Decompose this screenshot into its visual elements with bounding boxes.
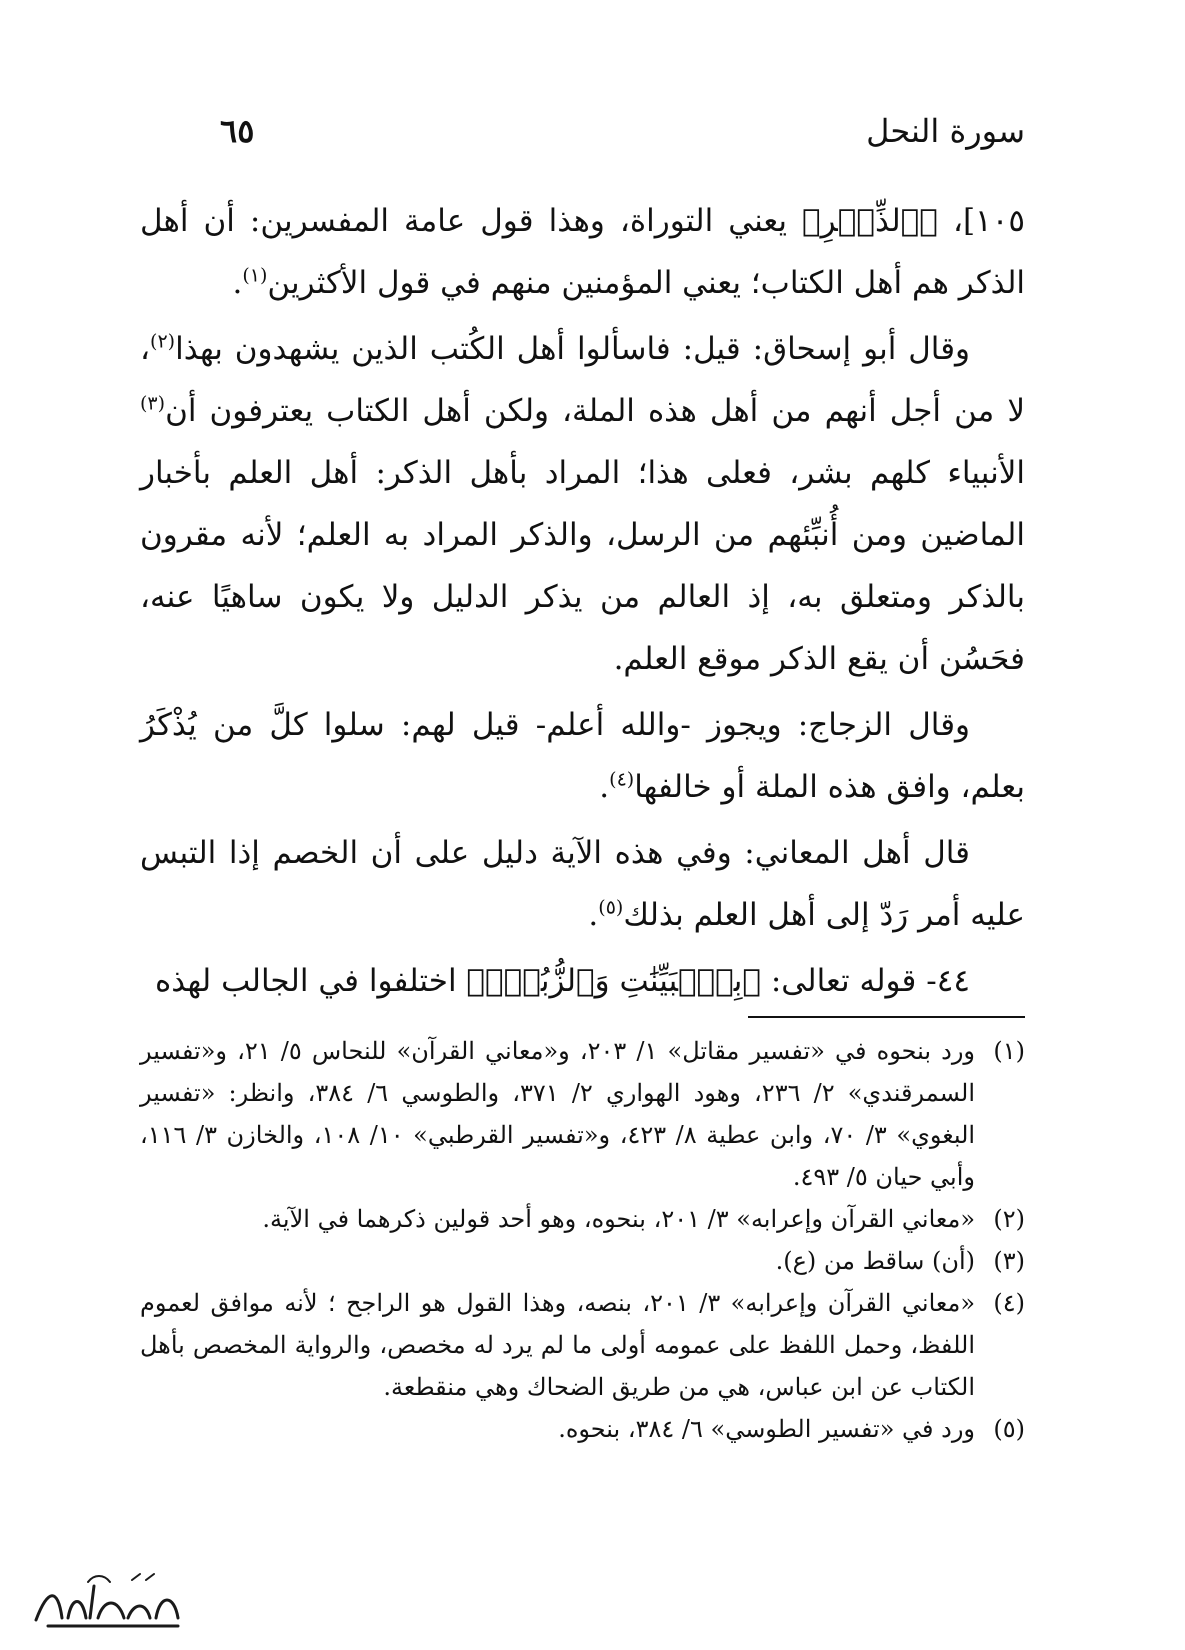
footnote-text: ورد بنحوه في «تفسير مقاتل» ١/ ٢٠٣، و«معاني القرآن» للنحاس ٥/ ٢١، و«تفسير السمرقندي» ٢/ ٢٣٦، وهود الهواري ٢/ ٣٧١، والطوسي ٦/ ٣٨٤، وانظر: «تفسير البغوي» ٣/ ٧٠، وابن عطية ٨/ ٤٢٣، و«تفسير القرطبي» ١٠/ ١٠٨، والخازن ٣/ ١١٦، وأبي حيان ٥/ ٤٩٣. [140,1037,976,1191]
footnote-ref-5: (٥) [598,896,624,919]
surah-title: سورة النحل [866,112,1025,150]
footnote-number: (٢) [993,1205,1025,1233]
paragraph-2-end: الأنبياء كلهم بشر، فعلى هذا؛ المراد بأهل الذكر: أهل العلم بأخبار الماضين ومن أُنبِّئهم من الرسل، والذكر المراد به العلم؛ لأنه مقرون بالذكر ومتعلق به، إذ العالم من يذكر الدليل ولا يكون ساهيًا عنه، فحَسُن أن يقع الذكر موقع العلم. [140,455,1026,677]
footnote-number: (٥) [993,1415,1025,1443]
footnotes [140,1030,1025,1450]
paragraph-1-end: . [232,265,243,301]
paragraph-1-text: ١٠٥]، ﴿ٱلذِّكۡرِ﴾ يعني التوراة، وهذا قول عامة المفسرين: أن أهل الذكر هم أهل الكتاب؛ يعني المؤمنين منهم في قول الأكثرين [140,203,1025,301]
footnote-2 [140,1198,1025,1240]
paragraph-4-end: . [588,897,599,933]
footnote-text: ورد في «تفسير الطوسي» ٦/ ٣٨٤، بنحوه. [558,1415,975,1443]
paragraph-5-end: اختلفوا في الجالب لهذه [154,963,467,999]
main-text [140,190,1025,1016]
footnote-text: (أن) ساقط من (ع). [775,1247,975,1275]
footnote-number: (٤) [993,1289,1025,1317]
paragraph-3-end: . [599,769,610,805]
footnote-text: «معاني القرآن وإعرابه» ٣/ ٢٠١، بنصه، وهذا القول هو الراجح ؛ لأنه موافق لعموم اللفظ، وحمل اللفظ على عمومه أولى ما لم يرد له مخصص، والرواية المخصص بأهل الكتاب عن ابن عباس، هي من طريق الضحاك وهي منقطعة. [140,1289,976,1401]
footnote-ref-4: (٤) [609,768,635,791]
paragraph-2 [140,318,1025,690]
paragraph-1 [140,190,1025,314]
paragraph-5-start: ٤٤- قوله تعالى: [760,963,970,999]
paragraph-4-text: قال أهل المعاني: وفي هذه الآية دليل على أن الخصم إذا التبس عليه أمر رَدّ إلى أهل العلم بذلك [140,835,1025,933]
footnote-4 [140,1282,1025,1408]
footnote-ref-3: (٣) [140,392,166,415]
page-header [140,112,1025,162]
footnote-text: «معاني القرآن وإعرابه» ٣/ ٢٠١، بنحوه، وهو أحد قولين ذكرهما في الآية. [262,1205,975,1233]
paragraph-5 [140,950,1025,1012]
footnote-3 [140,1240,1025,1282]
footnote-1 [140,1030,1025,1198]
footnote-ref-2: (٢) [150,330,176,353]
paragraph-3 [140,694,1025,818]
paragraph-2-cont: ، لا من أجل أنهم من أهل هذه الملة، ولكن أهل الكتاب يعترفون أن [140,331,1025,429]
footnote-number: (١) [993,1037,1025,1065]
page-number: ٦٥ [220,112,255,150]
footnote-ref-1: (١) [242,264,268,287]
paragraph-3-text: وقال الزجاج: ويجوز -والله أعلم- قيل لهم: سلوا كلَّ من يُذْكَرُ بعلم، وافق هذه الملة أو خالفها [140,707,1025,805]
footnote-number: (٣) [993,1247,1025,1275]
paragraph-4 [140,822,1025,946]
quran-verse: ﴿بِٱلۡبَيِّنَٰتِ وَٱلزُّبُرِۗ﴾ [466,963,761,999]
paragraph-2-text: وقال أبو إسحاق: قيل: فاسألوا أهل الكُتب الذين يشهدون بهذا [175,331,970,367]
footnote-divider [748,1016,1025,1018]
publisher-logo [28,1568,198,1638]
footnote-5 [140,1408,1025,1450]
